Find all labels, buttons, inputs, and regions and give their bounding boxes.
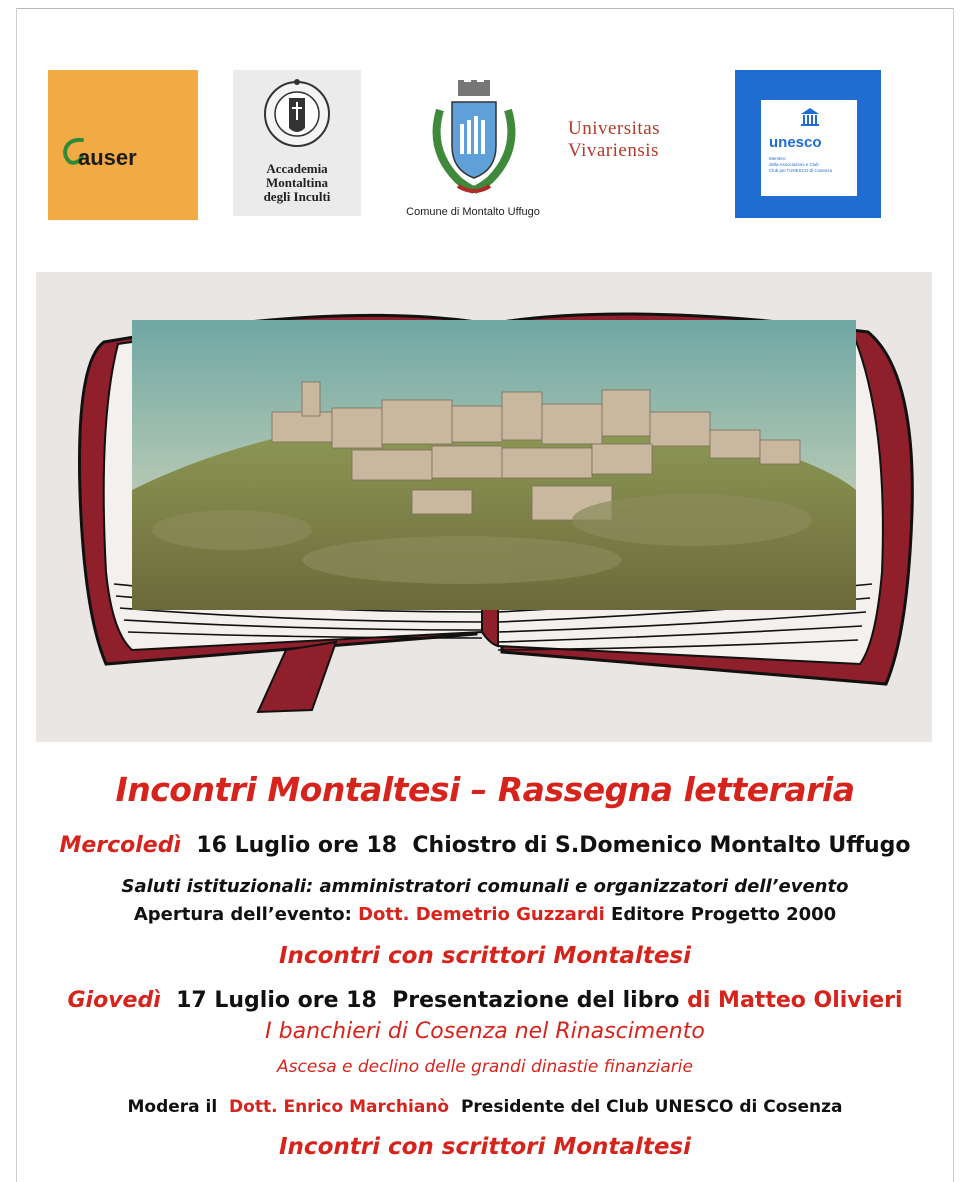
event1-opening [0,904,970,925]
comune-logo [388,80,558,225]
accademia-line3: degli Inculti [263,189,331,204]
unesco-small-line: della Associazioni e Club [769,162,819,167]
unesco-small-line: Membro [769,156,786,161]
landscape-painting [132,320,856,610]
event1-opening-person: Dott. Demetrio Guzzardi [358,904,605,925]
accademia-line1: Accademia [266,161,328,176]
accademia-seal-icon [263,76,331,156]
event2-header [0,988,970,1013]
event2-moderator [0,1097,970,1117]
event2-date-time: 17 Luglio ore 18 [176,988,377,1013]
event1-date-time: 16 Luglio ore 18 [196,833,398,858]
auser-logo [48,70,198,220]
event2-book-title: I banchieri di Cosenza nel Rinascimento [265,1019,705,1044]
comune-caption: Comune di Montalto Uffugo [406,206,540,218]
event2-moderator-prefix: Modera il [127,1097,218,1117]
unesco-temple-icon [799,106,821,128]
event2-subtitle: Incontri con scrittori Montaltesi [279,1134,691,1160]
event1-day: Mercoledì [59,833,182,858]
event1-greetings: Saluti istituzionali: amministratori comunali e organizzatori dell’evento [121,876,849,897]
event2-author: di Matteo Olivieri [687,988,903,1013]
event1-header [0,833,970,858]
universitas-line1: Universitas [568,118,661,139]
page-title: Incontri Montaltesi – Rassegna letteraria [115,770,855,809]
event2-book-subtitle: Ascesa e declino delle grandi dinastie finanziarie [277,1057,693,1077]
unesco-wordmark: unesco [769,134,822,151]
book-illustration [36,272,932,742]
unesco-small-line: Club per l'UNESCO di Cosenza [769,168,833,173]
event1-place: Chiostro di S.Domenico Montalto Uffugo [412,833,911,858]
accademia-logo [233,70,361,216]
accademia-line2: Montaltina [265,175,329,190]
event2-moderator-role: Presidente del Club UNESCO di Cosenza [460,1097,843,1117]
event2-moderator-name: Dott. Enrico Marchianò [229,1097,450,1117]
universitas-line2: Vivariensis [568,140,659,161]
event2-presentation: Presentazione del libro [392,988,680,1013]
unesco-badge [761,100,857,196]
event1-subtitle: Incontri con scrittori Montaltesi [279,943,691,969]
top-border-line [16,8,954,9]
comune-crest-icon [428,80,520,200]
universitas-logo [568,118,713,178]
event1-opening-prefix: Apertura dell’evento: [133,904,352,925]
unesco-logo [735,70,881,218]
auser-wordmark: auser [78,145,137,170]
event2-day: Giovedì [67,988,161,1013]
event1-opening-role: Editore Progetto 2000 [611,904,837,925]
